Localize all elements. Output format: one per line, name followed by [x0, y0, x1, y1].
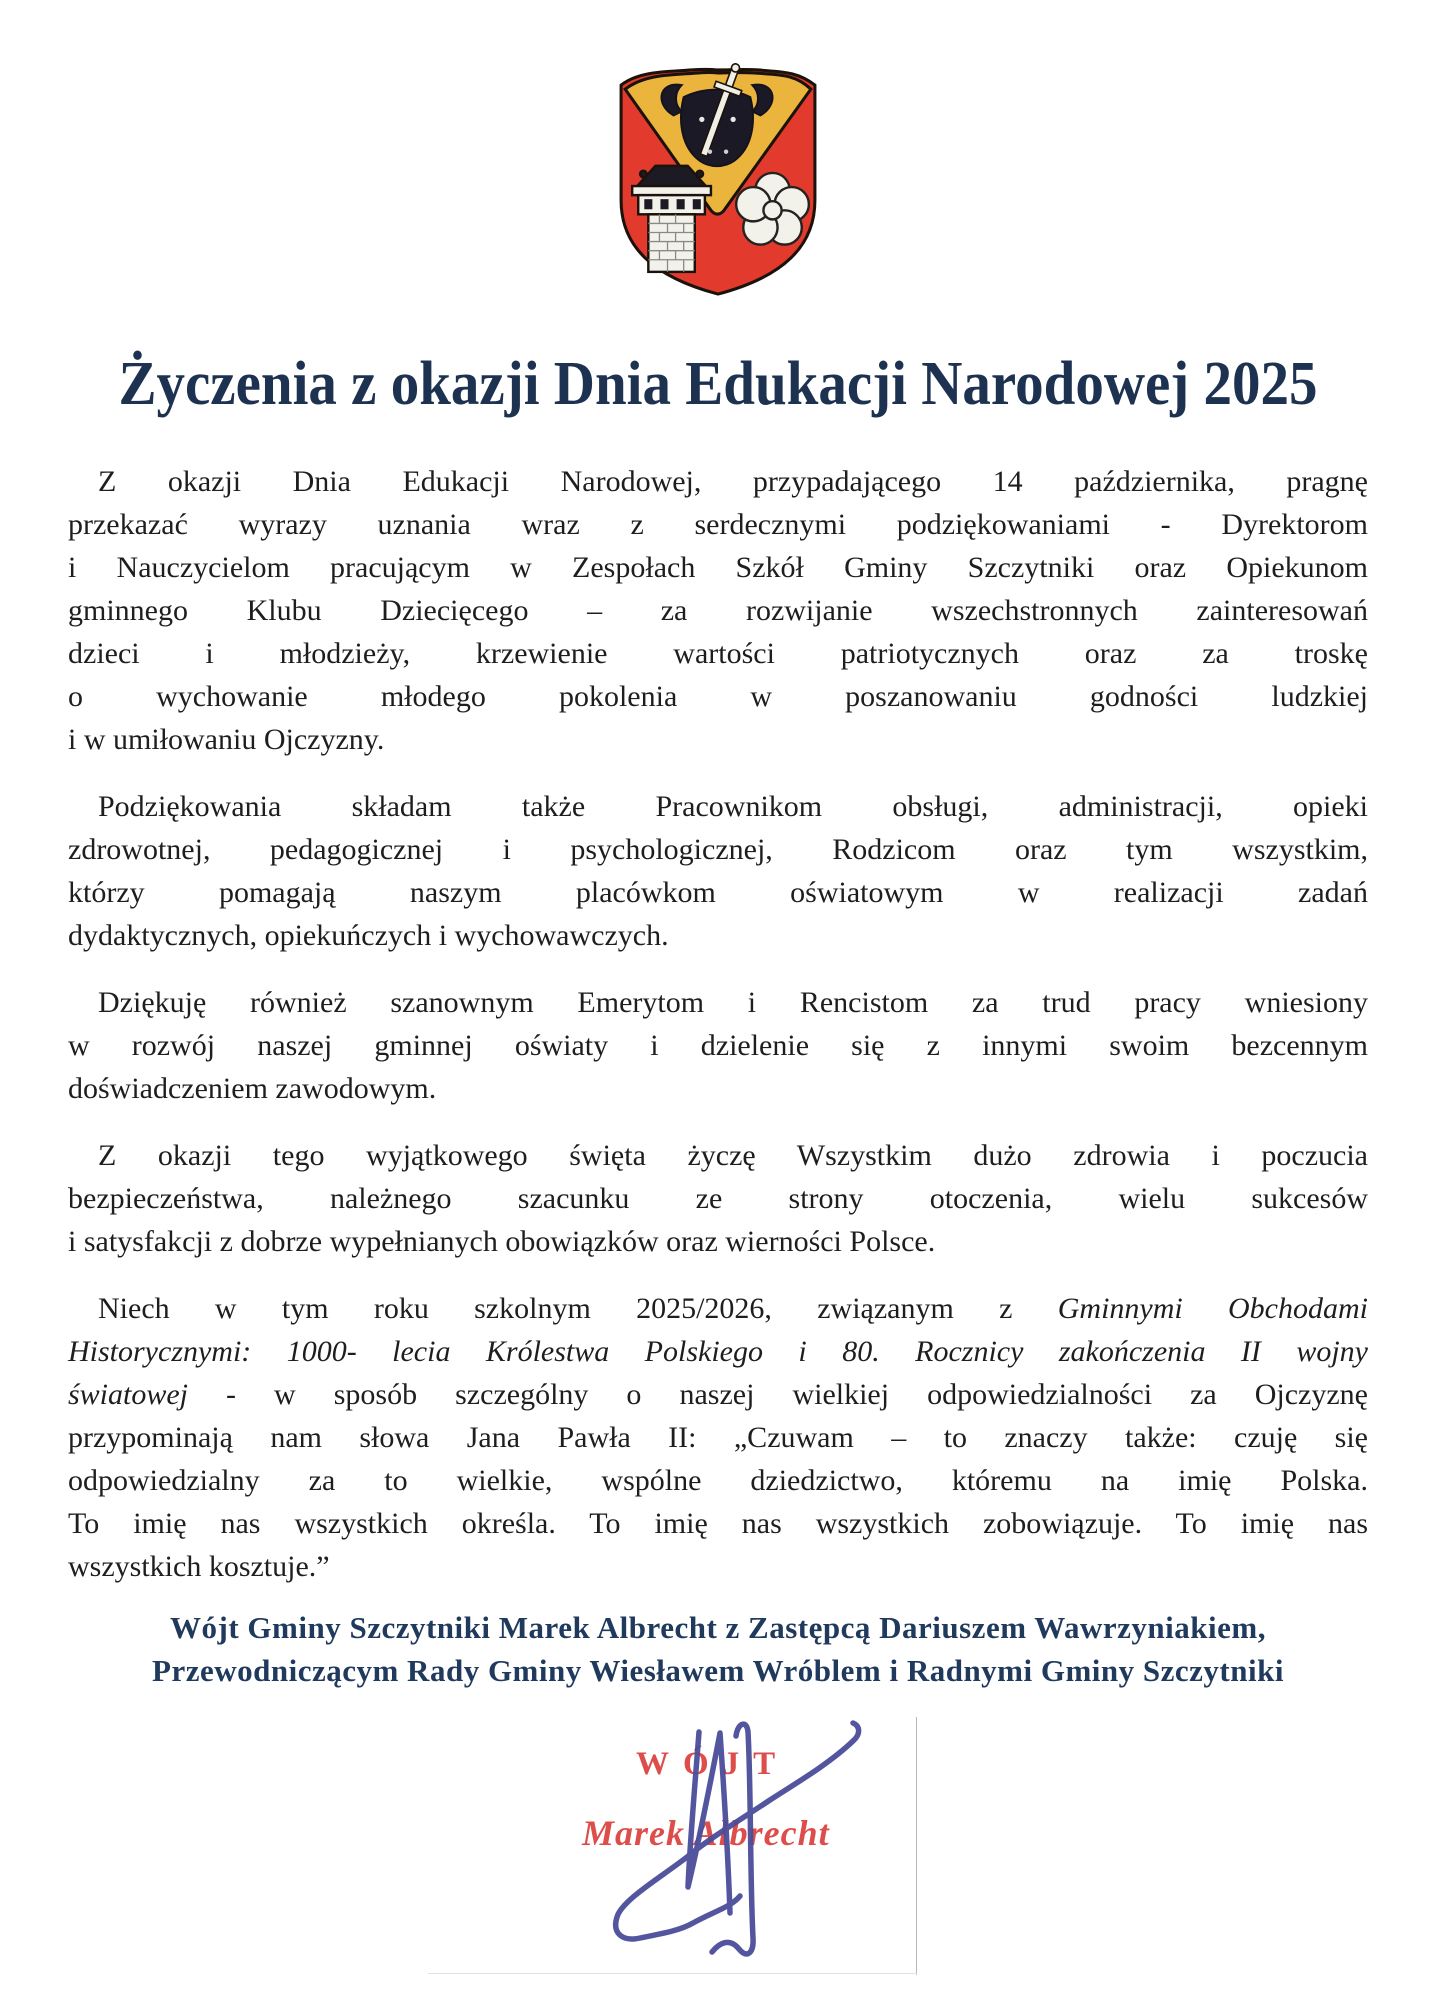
body-line — [68, 1134, 1368, 1177]
body-line — [68, 914, 1368, 957]
body-line — [68, 589, 1368, 632]
text-segment: Z okazji Dnia Edukacji Narodowej, przypadającego 14 października, pragnę — [98, 465, 1368, 498]
body-line — [68, 460, 1368, 503]
page-title: Życzenia z okazji Dnia Edukacji Narodowej 2025 — [118, 349, 1318, 419]
mayor-stamp-name: Marek Albrecht — [582, 1813, 830, 1853]
mayor-stamp-title: WÓJT — [636, 1746, 790, 1782]
signatories-line-2: Przewodniczącym Rady Gminy Wiesławem Wróblem i Radnymi Gminy Szczytniki — [152, 1653, 1284, 1688]
text-segment: i w umiłowaniu Ojczyzny. — [68, 723, 385, 756]
text-segment: - w sposób szczególny o naszej wielkiej odpowiedzialności za Ojczyznę — [188, 1378, 1368, 1411]
text-segment: Z okazji tego wyjątkowego święta życzę Wszystkim dużo zdrowia i poczucia — [98, 1139, 1368, 1172]
text-segment: wszystkich kosztuje.” — [68, 1550, 330, 1583]
text-segment: o wychowanie młodego pokolenia w poszanowaniu godności ludzkiej — [68, 680, 1368, 713]
gmina-szczytniki-coat-of-arms-icon — [613, 58, 823, 303]
text-segment: Podziękowania składam także Pracownikom obsługi, administracji, opieki — [98, 790, 1368, 823]
body-line — [68, 1373, 1368, 1416]
text-segment: zdrowotnej, pedagogicznej i psychologicznej, Rodzicom oraz tym wszystkim, — [68, 833, 1368, 866]
body-line — [68, 1330, 1368, 1373]
body-line — [68, 981, 1368, 1024]
body-line — [68, 1545, 1368, 1588]
body-line — [68, 1067, 1368, 1110]
body-line — [68, 546, 1368, 589]
body-line — [68, 1220, 1368, 1263]
paragraph — [68, 1134, 1368, 1263]
body-line — [68, 785, 1368, 828]
signatories-line-1: Wójt Gminy Szczytniki Marek Albrecht z Zastępcą Dariuszem Wawrzyniakiem, — [170, 1610, 1266, 1645]
text-segment: przekazać wyrazy uznania wraz z serdecznymi podziękowaniami - Dyrektorom — [68, 508, 1368, 541]
text-segment: doświadczeniem zawodowym. — [68, 1072, 437, 1105]
paragraph — [68, 460, 1368, 761]
text-segment: gminnego Klubu Dziecięcego – za rozwijanie wszechstronnych zainteresowań — [68, 594, 1368, 627]
text-segment: i Nauczycielom pracującym w Zespołach Szkół Gminy Szczytniki oraz Opiekunom — [68, 551, 1368, 584]
signatories-line — [68, 1606, 1368, 1692]
body-line — [68, 1502, 1368, 1545]
letter-body — [68, 460, 1368, 1588]
text-segment: przypominają nam słowa Jana Pawła II: „Czuwam – to znaczy także: czuję się — [68, 1421, 1368, 1454]
body-line — [68, 1416, 1368, 1459]
body-line — [68, 828, 1368, 871]
body-line — [68, 632, 1368, 675]
text-segment: To imię nas wszystkich określa. To imię nas wszystkich zobowiązuje. To imię nas — [68, 1507, 1368, 1540]
paragraph — [68, 785, 1368, 957]
paragraph — [68, 1287, 1368, 1588]
signature-scan-bottom-edge — [428, 1973, 917, 1974]
text-segment: dydaktycznych, opiekuńczych i wychowawczych. — [68, 919, 669, 952]
body-line — [68, 1287, 1368, 1330]
text-segment: bezpieczeństwa, należnego szacunku ze strony otoczenia, wielu sukcesów — [68, 1182, 1368, 1215]
body-line — [68, 675, 1368, 718]
text-segment: Niech w tym roku szkolnym 2025/2026, związanym z — [98, 1292, 1058, 1325]
signature-scan-right-edge — [916, 1717, 917, 1975]
text-segment: odpowiedzialny za to wielkie, wspólne dziedzictwo, któremu na imię Polska. — [68, 1464, 1368, 1497]
body-line — [68, 1177, 1368, 1220]
italic-text-segment: Gminnymi Obchodami — [1057, 1292, 1368, 1325]
body-line — [68, 1024, 1368, 1067]
text-segment: którzy pomagają naszym placówkom oświatowym w realizacji zadań — [68, 876, 1368, 909]
body-line — [68, 1459, 1368, 1502]
body-line — [68, 718, 1368, 761]
text-segment: Dziękuję również szanownym Emerytom i Rencistom za trud pracy wniesiony — [98, 986, 1368, 1019]
italic-text-segment: Historycznymi: 1000- lecia Królestwa Polskiego i 80. Rocznicy zakończenia II wojny — [68, 1335, 1368, 1368]
text-segment: i satysfakcji z dobrze wypełnianych obowiązków oraz wierności Polsce. — [68, 1225, 936, 1258]
body-line — [68, 871, 1368, 914]
handwritten-signature — [550, 1690, 930, 1990]
text-segment: dzieci i młodzieży, krzewienie wartości patriotycznych oraz za troskę — [68, 637, 1368, 670]
body-line — [68, 503, 1368, 546]
text-segment: w rozwój naszej gminnej oświaty i dzielenie się z innymi swoim bezcennym — [68, 1029, 1368, 1062]
italic-text-segment: światowej — [68, 1378, 189, 1411]
paragraph — [68, 981, 1368, 1110]
